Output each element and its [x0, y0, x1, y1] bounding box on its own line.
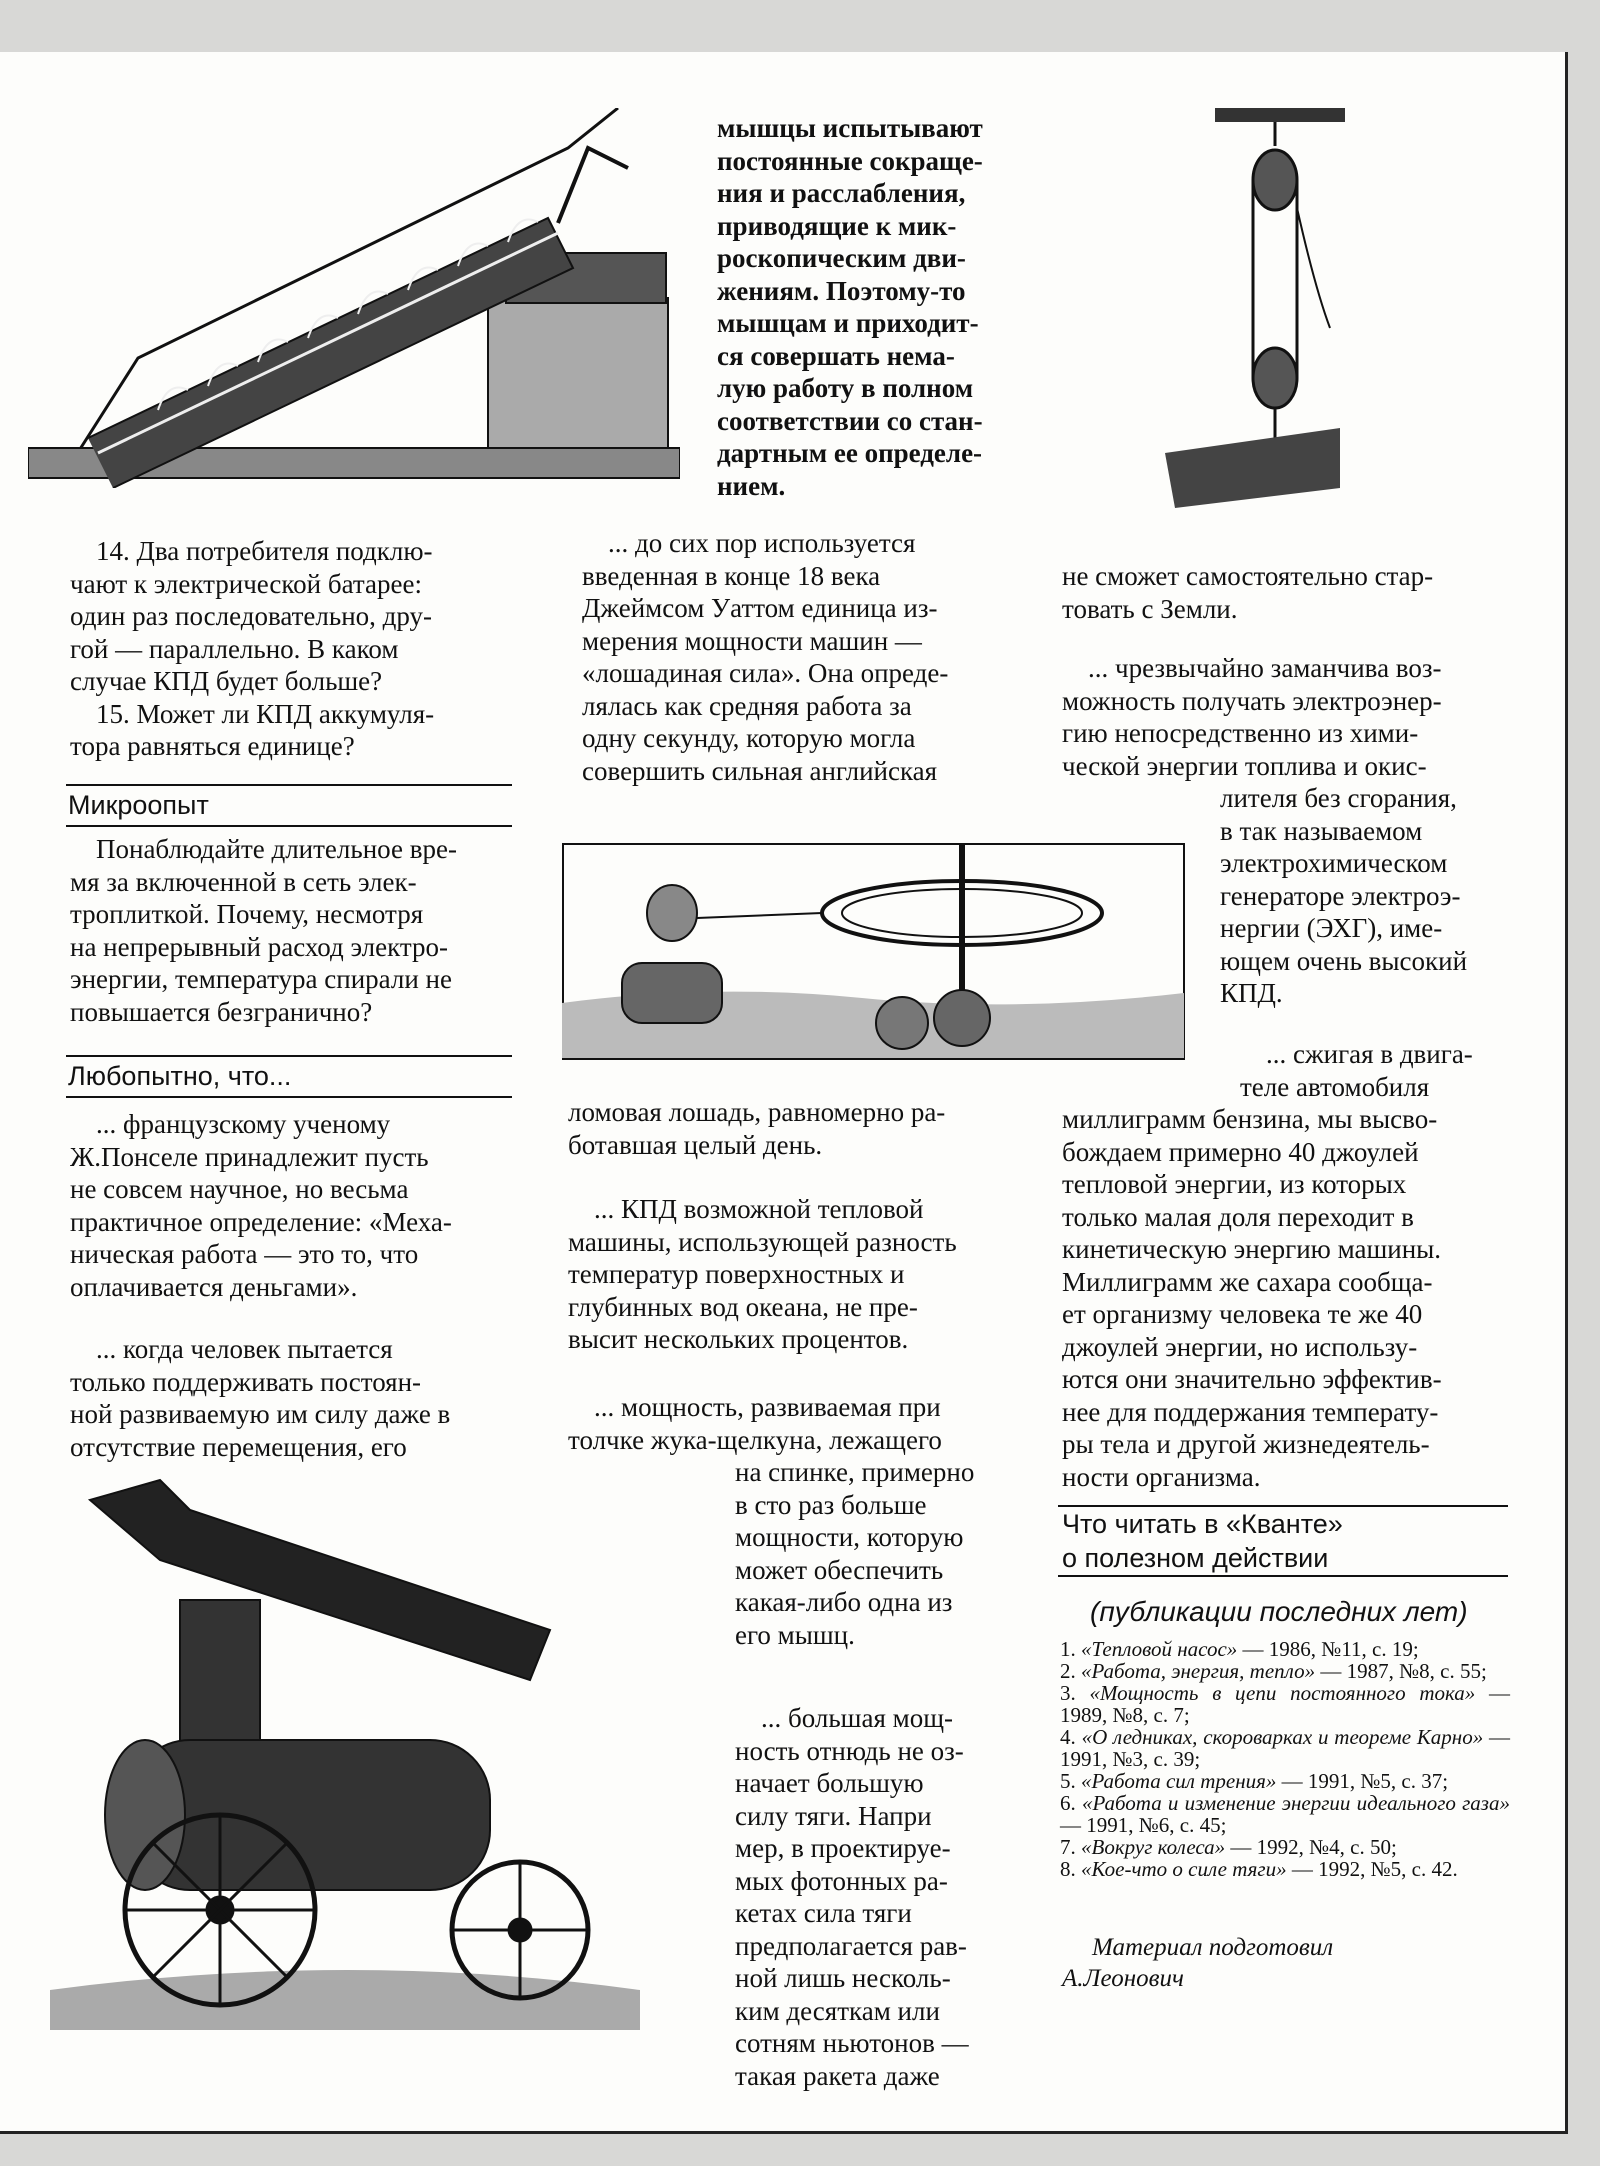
text-line: гию непосредственно из хими- — [1062, 718, 1419, 748]
text-line: мер, в проектируе- — [735, 1833, 951, 1863]
text-line: ... большая мощ- — [761, 1703, 953, 1733]
curious-heading: Любопытно, что... — [66, 1055, 512, 1098]
text-line: в сто раз больше — [735, 1489, 927, 1520]
text-line: КПД. — [1220, 978, 1283, 1008]
text-line: только малая доля переходит в — [1062, 1201, 1414, 1232]
gasoline-sugar-fact — [1240, 1038, 1520, 1103]
click-beetle-fact-continued — [735, 1456, 1005, 1651]
text-line: предполагается рав- — [735, 1930, 967, 1961]
reference-issue: — 1987, №8, с. 55; — [1315, 1659, 1487, 1683]
text-line: ническая работа — это то, что — [70, 1239, 419, 1269]
earth-launch-continued — [1062, 560, 1512, 625]
fuel-cell-fact-continued — [1220, 782, 1520, 1010]
text-line: тепловой энергии, из которых — [1062, 1169, 1407, 1199]
text-line: ются они значительно эффектив- — [1062, 1364, 1442, 1394]
text-line: силу тяги. Напри — [735, 1800, 932, 1831]
text-line: жениям. Поэтому-то — [717, 275, 966, 306]
text-line: оплачивается деньгами». — [70, 1271, 358, 1302]
text-line: роскопическим дви- — [717, 243, 966, 273]
text-line: электрохимическом — [1220, 848, 1448, 878]
text-line: приводящие к мик- — [717, 210, 957, 241]
reference-issue: — 1991, №5, с. 37; — [1276, 1769, 1449, 1793]
text-line: не совсем научное, но весьма — [70, 1174, 409, 1204]
reading-heading-line-1: Что читать в «Кванте» — [1062, 1509, 1343, 1539]
text-line: на непрерывный расход электро- — [70, 931, 448, 962]
text-line: ность отнюдь не оз- — [735, 1735, 964, 1766]
reference-item — [1060, 1682, 1510, 1726]
archimedes-screw-illustration — [28, 108, 680, 488]
poncelet-fact — [70, 1108, 510, 1303]
text-line: Миллиграмм же сахара сообща- — [1062, 1266, 1433, 1297]
text-line: случае КПД будет больше? — [70, 666, 383, 696]
reference-number: 3. — [1060, 1681, 1090, 1705]
text-line: 14. Два потребителя подклю- — [96, 536, 433, 566]
text-line: миллиграмм бензина, мы высво- — [1062, 1104, 1438, 1134]
text-line: нее для поддержания температу- — [1062, 1396, 1439, 1427]
credit-author: А.Леонович — [1062, 1965, 1184, 1992]
text-line: машины, использующей разность — [568, 1226, 957, 1257]
text-line: ... КПД возможной тепловой — [594, 1194, 924, 1224]
text-line: лялась как средняя работа за — [582, 690, 912, 721]
reading-subheading: (публикации последних лет) — [1090, 1596, 1468, 1627]
text-line: ким десяткам или — [735, 1995, 940, 2026]
fuel-cell-fact — [1062, 652, 1512, 782]
text-line: одну секунду, которую могла — [582, 723, 916, 753]
text-line: тора равняться единице? — [70, 731, 355, 761]
click-beetle-fact — [568, 1391, 988, 1456]
reference-title: «Работа и изменение энергии идеального газа» — [1081, 1791, 1510, 1815]
text-line: 15. Может ли КПД аккумуля- — [96, 698, 435, 729]
text-line: дартным ее определе- — [717, 438, 983, 468]
author-credit — [1062, 1932, 1512, 1994]
text-line: мощности, которую — [735, 1522, 964, 1552]
text-line: постоянные сокраще- — [717, 145, 983, 176]
text-line: Джеймсом Уаттом единица из- — [582, 593, 938, 623]
reference-number: 5. — [1060, 1769, 1081, 1793]
reference-issue: — 1986, №11, с. 19; — [1237, 1637, 1419, 1661]
reference-issue: — 1989, №8, с. 7; — [1060, 1681, 1510, 1727]
text-line: глубинных вод океана, не пре- — [568, 1291, 918, 1322]
text-line: кинетическую энергию машины. — [1062, 1234, 1442, 1264]
text-line: ... чрезвычайно заманчива воз- — [1088, 653, 1442, 683]
credit-line-1: Материал подготовил — [1092, 1934, 1334, 1961]
text-line: ... мощность, развиваемая при — [594, 1392, 941, 1422]
text-line: ности организма. — [1062, 1461, 1261, 1492]
thrust-fact — [735, 1702, 1005, 2092]
text-line: кетах сила тяги — [735, 1898, 912, 1928]
reference-item — [1060, 1660, 1510, 1682]
text-line: «лошадиная сила». Она опреде- — [582, 658, 949, 688]
reference-number: 2. — [1060, 1659, 1081, 1683]
text-line: ... когда человек пытается — [96, 1334, 393, 1364]
text-line: толчке жука-щелкуна, лежащего — [568, 1424, 942, 1455]
questions-14-15 — [70, 535, 510, 763]
muscle-fact — [70, 1333, 510, 1463]
text-line: температур поверхностных и — [568, 1259, 905, 1289]
text-line: только поддерживать постоян- — [70, 1366, 422, 1397]
steam-locomobile-illustration — [50, 1470, 640, 2030]
reference-item — [1060, 1836, 1510, 1858]
text-line: в так называемом — [1220, 815, 1423, 846]
reference-item — [1060, 1858, 1510, 1880]
text-line: ботавшая целый день. — [568, 1129, 823, 1160]
breath-wheel-illustration — [562, 843, 1185, 1060]
text-line: ющем очень высокий — [1220, 945, 1468, 976]
text-line: сотням ньютонов — — [735, 2028, 969, 2058]
text-line: высит нескольких процентов. — [568, 1324, 909, 1354]
text-line: энергии, температура спирали не — [70, 964, 452, 994]
reference-list — [1060, 1638, 1510, 1880]
text-line: нергии (ЭХГ), име- — [1220, 913, 1443, 943]
reference-item — [1060, 1638, 1510, 1660]
text-line: ры тела и другой жизнедеятель- — [1062, 1429, 1430, 1459]
reference-title: «О ледниках, скороварках и теореме Карно» — [1081, 1725, 1484, 1749]
horsepower-fact — [582, 527, 992, 787]
ocean-heat-fact — [568, 1193, 988, 1356]
microexperiment-heading: Микроопыт — [66, 784, 512, 827]
reference-title: «Работа, энергия, тепло» — [1081, 1659, 1316, 1683]
reading-heading — [1058, 1505, 1508, 1577]
reference-title: «Кое-что о силе тяги» — [1081, 1857, 1287, 1881]
text-line: можность получать электроэнер- — [1062, 685, 1442, 716]
text-line: лителя без сгорания, — [1220, 783, 1457, 813]
reference-item — [1060, 1770, 1510, 1792]
reference-issue: — 1991, №3, с. 39; — [1060, 1725, 1511, 1771]
reference-title: «Вокруг колеса» — [1081, 1835, 1226, 1859]
text-line: чают к электрической батарее: — [70, 568, 422, 599]
text-line: совершить сильная английская — [582, 755, 938, 786]
text-line: его мышц. — [735, 1619, 855, 1650]
text-line: введенная в конце 18 века — [582, 560, 881, 591]
reference-number: 7. — [1060, 1835, 1081, 1859]
text-line: ... французскому ученому — [96, 1109, 391, 1139]
text-line: нием. — [717, 470, 786, 501]
reference-issue: — 1992, №5, с. 42. — [1286, 1857, 1458, 1881]
text-line: может обеспечить — [735, 1554, 944, 1585]
reference-number: 1. — [1060, 1637, 1081, 1661]
muscle-continuation-text — [717, 112, 1017, 502]
text-line: троплиткой. Почему, несмотря — [70, 899, 424, 929]
text-line: ческой энергии топлива и окис- — [1062, 750, 1427, 781]
text-line: ет организму человека те же 40 — [1062, 1299, 1423, 1329]
reference-title: «Мощность в цепи постоянного тока» — [1089, 1681, 1476, 1705]
text-line: мя за включенной в сеть элек- — [70, 866, 417, 897]
text-line: ной развиваемую им силу даже в — [70, 1399, 451, 1429]
reference-issue: — 1991, №6, с. 45; — [1060, 1813, 1227, 1837]
text-line: ... до сих пор используется — [608, 528, 916, 558]
reading-heading-line-2: о полезном действии — [1062, 1543, 1329, 1573]
text-line: отсутствие перемещения, его — [70, 1431, 407, 1462]
pulley-block-illustration — [1155, 108, 1345, 518]
text-line: Понаблюдайте длительное вре- — [96, 834, 457, 864]
text-line: ломовая лошадь, равномерно ра- — [568, 1097, 946, 1127]
microexperiment-text — [70, 833, 510, 1028]
reference-title: «Тепловой насос» — [1081, 1637, 1238, 1661]
text-line: практичное определение: «Меха- — [70, 1206, 452, 1237]
text-line: мышцы испытывают — [717, 113, 983, 143]
text-line: мых фотонных ра- — [735, 1865, 948, 1896]
text-line: мышцам и приходит- — [717, 308, 979, 338]
text-line: повышается безгранично? — [70, 996, 373, 1027]
reference-item — [1060, 1792, 1510, 1836]
text-line: начает большую — [735, 1768, 924, 1798]
text-line: генераторе электроэ- — [1220, 880, 1461, 911]
text-line: гой — параллельно. В каком — [70, 633, 399, 664]
text-line: бождаем примерно 40 джоулей — [1062, 1136, 1419, 1167]
gasoline-sugar-fact-continued — [1062, 1103, 1512, 1493]
text-line: джоулей энергии, но использу- — [1062, 1331, 1418, 1362]
text-line: один раз последовательно, дру- — [70, 601, 433, 631]
text-line: товать с Земли. — [1062, 593, 1238, 624]
reference-number: 8. — [1060, 1857, 1081, 1881]
text-line: на спинке, примерно — [735, 1457, 975, 1487]
reference-issue: — 1992, №4, с. 50; — [1225, 1835, 1397, 1859]
text-line: теле автомобиля — [1240, 1071, 1430, 1102]
text-line: соответствии со стан- — [717, 405, 983, 436]
text-line: лую работу в полном — [717, 373, 974, 403]
reference-number: 4. — [1060, 1725, 1082, 1749]
text-line: ной лишь несколь- — [735, 1963, 951, 1993]
text-line: не сможет самостоятельно стар- — [1062, 561, 1434, 591]
text-line: такая ракета даже — [735, 2060, 940, 2091]
reference-number: 6. — [1060, 1791, 1082, 1815]
text-line: какая-либо одна из — [735, 1587, 953, 1617]
text-line: ния и расслабления, — [717, 178, 966, 208]
horsepower-fact-continued — [568, 1096, 988, 1161]
text-line: Ж.Понселе принадлежит пусть — [70, 1141, 429, 1172]
reference-item — [1060, 1726, 1510, 1770]
text-line: ... сжигая в двига- — [1266, 1039, 1473, 1069]
text-line: мерения мощности машин — — [582, 625, 922, 656]
reference-title: «Работа сил трения» — [1081, 1769, 1277, 1793]
text-line: ся совершать нема- — [717, 340, 955, 371]
